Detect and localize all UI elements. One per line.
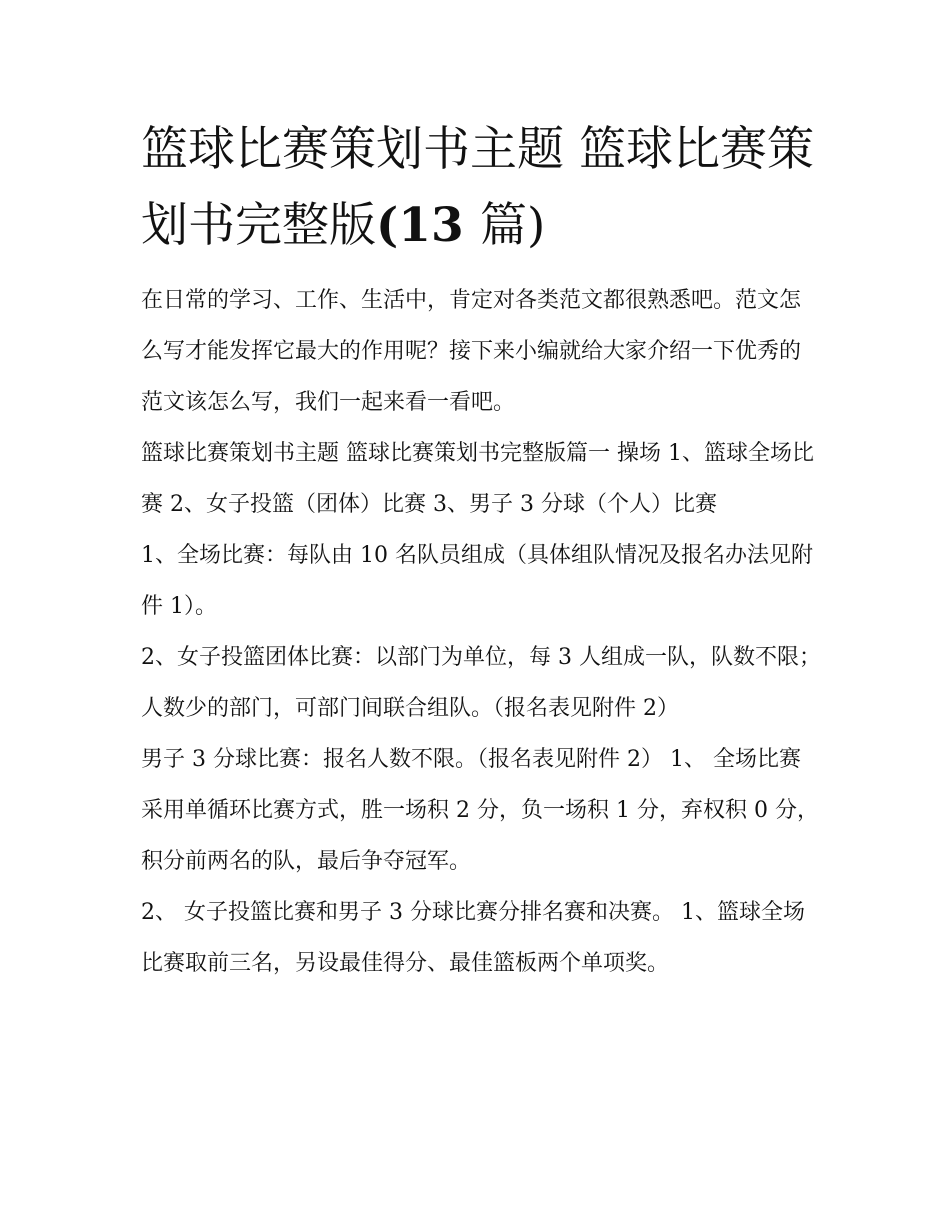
title-suffix: 篇) <box>480 198 546 253</box>
paragraph-awards: 2、 女子投篮比赛和男子 3 分球比赛分排名赛和决赛。 1、篮球全场比赛取前三名，另设最佳得分、最佳篮板两个单项奖。 <box>141 900 805 976</box>
title-count: (13 <box>376 198 481 253</box>
paragraph-full-court: 1、全场比赛：每队由 10 名队员组成（具体组队情况及报名办法见附件 1）。 <box>141 543 813 619</box>
paragraph-men-three-point: 男子 3 分球比赛：报名人数不限。（报名表见附件 2） 1、 全场比赛采用单循环比赛方式，胜一场积 2 分，负一场积 1 分，弃权积 0 分，积分前两名的队，最后争夺冠军。 <box>141 747 819 874</box>
document-title <box>141 112 831 264</box>
paragraph-women-shooting: 2、女子投篮团体比赛：以部门为单位，每 3 人组成一队，队数不限；人数少的部门，可部门间联合组队。（报名表见附件 2） <box>141 645 821 721</box>
paragraph-intro: 在日常的学习、工作、生活中，肯定对各类范文都很熟悉吧。范文怎么写才能发挥它最大的作用呢？接下来小编就给大家介绍一下优秀的范文该怎么写，我们一起来看一看吧。 <box>141 288 802 415</box>
paragraph-events: 篮球比赛策划书主题 篮球比赛策划书完整版篇一 操场 1、篮球全场比赛 2、女子投篮（团体）比赛 3、男子 3 分球（个人）比赛 <box>141 441 814 517</box>
document-body <box>141 275 821 989</box>
title-text: 篮球比赛策划书主题 篮球比赛策划书完整版 <box>141 122 814 253</box>
